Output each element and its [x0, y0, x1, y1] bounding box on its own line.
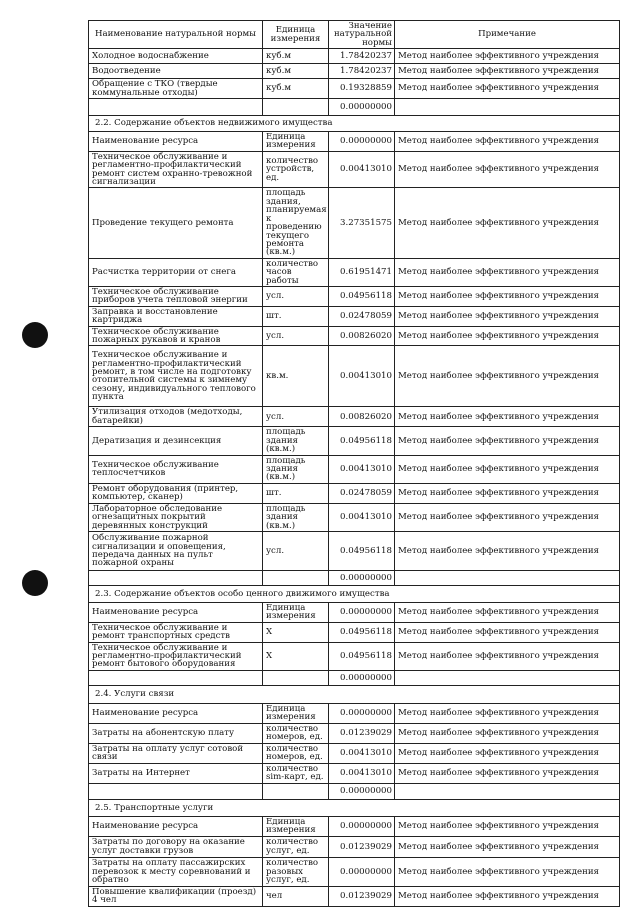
table-row — [89, 783, 620, 799]
note-cell: Метод наиболее эффективного учреждения — [395, 886, 620, 906]
section-title: 2.3. Содержание объектов особо ценного движимого имущества — [89, 586, 620, 603]
note-cell: Метод наиболее эффективного учреждения — [395, 483, 620, 503]
table-row — [89, 503, 620, 531]
unit-cell: площадь здания, планируемая к проведению текущего ремонта (кв.м.) — [263, 188, 329, 258]
column-header-value: Значение натуральной нормы — [329, 21, 395, 49]
value-cell: 0.02478059 — [329, 306, 395, 326]
value-cell: 3.27351575 — [329, 188, 395, 258]
value-cell: 0.00826020 — [329, 407, 395, 427]
note-cell: Метод наиболее эффективного учреждения — [395, 642, 620, 670]
value-cell: 0.01239029 — [329, 723, 395, 743]
value-cell: 0.00826020 — [329, 326, 395, 346]
table-row — [89, 483, 620, 503]
punch-hole-icon — [22, 570, 48, 596]
value-cell: 0.02478059 — [329, 483, 395, 503]
value-cell: 0.00000000 — [329, 857, 395, 886]
unit-cell: количество устройств, ед. — [263, 151, 329, 188]
resource-name: Затраты по договору на оказание услуг доставки грузов — [89, 836, 263, 857]
resource-name: Техническое обслуживание пожарных рукавов и кранов — [89, 326, 263, 346]
table-header-row — [89, 21, 620, 49]
value-cell: 0.00000000 — [329, 132, 395, 152]
note-cell: Метод наиболее эффективного учреждения — [395, 503, 620, 531]
unit-cell: Единица измерения — [263, 703, 329, 723]
resource-name: Наименование ресурса — [89, 603, 263, 623]
value-cell: 0.04956118 — [329, 622, 395, 642]
value-cell: 0.00000000 — [329, 99, 395, 116]
note-cell: Метод наиболее эффективного учреждения — [395, 532, 620, 571]
resource-name: Техническое обслуживание и регламентно-профилактический ремонт, в том числе на подготовку отопительной системы к зимнему сезону, индивидуального теплового пункта — [89, 346, 263, 407]
table-row — [89, 857, 620, 886]
table-row — [89, 571, 620, 586]
resource-name: Техническое обслуживание и регламентно-профилактический ремонт бытового оборудования — [89, 642, 263, 670]
resource-name: Наименование ресурса — [89, 703, 263, 723]
section-title: 2.5. Транспортные услуги — [89, 799, 620, 816]
resource-name: Затраты на оплату услуг сотовой связи — [89, 743, 263, 763]
value-cell: 0.00000000 — [329, 703, 395, 723]
resource-name: Обслуживание пожарной сигнализации и оповещения, передача данных на пульт пожарной охраны — [89, 532, 263, 571]
resource-name: Техническое обслуживание и ремонт транспортных средств — [89, 622, 263, 642]
unit-cell: количество sim-карт, ед. — [263, 763, 329, 783]
unit-cell: Единица измерения — [263, 603, 329, 623]
column-header-name: Наименование натуральной нормы — [89, 21, 263, 49]
unit-cell: кв.м. — [263, 346, 329, 407]
punch-hole-icon — [22, 322, 48, 348]
section-heading-row — [89, 799, 620, 816]
unit-cell: усл. — [263, 286, 329, 306]
resource-name — [89, 783, 263, 799]
value-cell: 0.00000000 — [329, 603, 395, 623]
note-cell: Метод наиболее эффективного учреждения — [395, 326, 620, 346]
value-cell: 0.04956118 — [329, 642, 395, 670]
value-cell: 0.00000000 — [329, 783, 395, 799]
column-header-unit: Единица измерения — [263, 21, 329, 49]
resource-name: Затраты на оплату пассажирских перевозок к месту соревнований и обратно — [89, 857, 263, 886]
value-cell: 0.00413010 — [329, 151, 395, 188]
table-row — [89, 703, 620, 723]
unit-cell: усл. — [263, 532, 329, 571]
unit-cell: площадь здания (кв.м.) — [263, 455, 329, 483]
value-cell: 0.00413010 — [329, 743, 395, 763]
unit-cell: куб.м — [263, 64, 329, 79]
note-cell: Метод наиболее эффективного учреждения — [395, 455, 620, 483]
resource-name: Техническое обслуживание и регламентно-профилактический ремонт систем охранно-тревожной сигнализации — [89, 151, 263, 188]
resource-name: Наименование ресурса — [89, 132, 263, 152]
resource-name: Утилизация отходов (медотходы, батарейки) — [89, 407, 263, 427]
note-cell: Метод наиболее эффективного учреждения — [395, 151, 620, 188]
unit-cell — [263, 670, 329, 685]
note-cell: Метод наиболее эффективного учреждения — [395, 836, 620, 857]
note-cell: Метод наиболее эффективного учреждения — [395, 306, 620, 326]
unit-cell: чел — [263, 886, 329, 906]
value-cell: 0.00000000 — [329, 571, 395, 586]
resource-name: Водоотведение — [89, 64, 263, 79]
value-cell: 0.04956118 — [329, 427, 395, 455]
table-row — [89, 132, 620, 152]
unit-cell: Единица измерения — [263, 132, 329, 152]
note-cell — [395, 99, 620, 116]
unit-cell: Х — [263, 642, 329, 670]
note-cell: Метод наиболее эффективного учреждения — [395, 49, 620, 64]
table-row — [89, 532, 620, 571]
note-cell: Метод наиболее эффективного учреждения — [395, 427, 620, 455]
resource-name: Ремонт оборудования (принтер, компьютер, сканер) — [89, 483, 263, 503]
resource-name: Дератизация и дезинсекция — [89, 427, 263, 455]
value-cell: 0.00413010 — [329, 503, 395, 531]
resource-name — [89, 99, 263, 116]
note-cell: Метод наиболее эффективного учреждения — [395, 346, 620, 407]
note-cell: Метод наиболее эффективного учреждения — [395, 286, 620, 306]
resource-name: Проведение текущего ремонта — [89, 188, 263, 258]
value-cell: 0.04956118 — [329, 532, 395, 571]
table-row — [89, 836, 620, 857]
resource-name: Обращение с ТКО (твердые коммунальные отходы) — [89, 79, 263, 99]
resource-name — [89, 670, 263, 685]
note-cell: Метод наиболее эффективного учреждения — [395, 763, 620, 783]
value-cell: 0.00413010 — [329, 763, 395, 783]
resource-name: Техническое обслуживание теплосчетчиков — [89, 455, 263, 483]
value-cell: 0.04956118 — [329, 286, 395, 306]
section-heading-row — [89, 586, 620, 603]
note-cell: Метод наиболее эффективного учреждения — [395, 79, 620, 99]
table-row — [89, 886, 620, 906]
note-cell — [395, 783, 620, 799]
unit-cell: количество номеров, ед. — [263, 743, 329, 763]
value-cell: 0.61951471 — [329, 258, 395, 286]
unit-cell: площадь здания (кв.м.) — [263, 427, 329, 455]
value-cell: 0.00000000 — [329, 816, 395, 836]
table-row — [89, 286, 620, 306]
resource-name — [89, 571, 263, 586]
resource-name: Расчистка территории от снега — [89, 258, 263, 286]
unit-cell: количество номеров, ед. — [263, 723, 329, 743]
table-row — [89, 622, 620, 642]
note-cell: Метод наиболее эффективного учреждения — [395, 603, 620, 623]
value-cell: 0.19328859 — [329, 79, 395, 99]
unit-cell: количество разовых услуг, ед. — [263, 857, 329, 886]
note-cell: Метод наиболее эффективного учреждения — [395, 723, 620, 743]
note-cell: Метод наиболее эффективного учреждения — [395, 188, 620, 258]
resource-name: Лабораторное обследование огнезащитных покрытий деревянных конструкций — [89, 503, 263, 531]
value-cell: 1.78420237 — [329, 49, 395, 64]
table-row — [89, 603, 620, 623]
table-row — [89, 79, 620, 99]
table-row — [89, 670, 620, 685]
section-heading-row — [89, 685, 620, 703]
section-title: 2.2. Содержание объектов недвижимого имущества — [89, 116, 620, 132]
unit-cell: площадь здания (кв.м.) — [263, 503, 329, 531]
table-row — [89, 188, 620, 258]
table-row — [89, 743, 620, 763]
resource-name: Повышение квалификации (проезд) 4 чел — [89, 886, 263, 906]
value-cell: 0.00413010 — [329, 455, 395, 483]
unit-cell: количество часов работы — [263, 258, 329, 286]
section-heading-row — [89, 116, 620, 132]
resource-name: Затраты на абонентскую плату — [89, 723, 263, 743]
value-cell: 0.01239029 — [329, 836, 395, 857]
unit-cell: усл. — [263, 407, 329, 427]
table-row — [89, 49, 620, 64]
unit-cell: Единица измерения — [263, 816, 329, 836]
resource-name: Наименование ресурса — [89, 816, 263, 836]
unit-cell: Х — [263, 622, 329, 642]
table-row — [89, 99, 620, 116]
note-cell: Метод наиболее эффективного учреждения — [395, 132, 620, 152]
table-row — [89, 151, 620, 188]
table-row — [89, 346, 620, 407]
note-cell: Метод наиболее эффективного учреждения — [395, 64, 620, 79]
note-cell: Метод наиболее эффективного учреждения — [395, 816, 620, 836]
table-row — [89, 816, 620, 836]
note-cell: Метод наиболее эффективного учреждения — [395, 857, 620, 886]
table-row — [89, 642, 620, 670]
unit-cell: шт. — [263, 306, 329, 326]
unit-cell: куб.м — [263, 49, 329, 64]
unit-cell: количество услуг, ед. — [263, 836, 329, 857]
table-row — [89, 427, 620, 455]
resource-name: Затраты на Интернет — [89, 763, 263, 783]
note-cell — [395, 670, 620, 685]
value-cell: 0.00000000 — [329, 670, 395, 685]
unit-cell: куб.м — [263, 79, 329, 99]
note-cell: Метод наиболее эффективного учреждения — [395, 622, 620, 642]
table-row — [89, 64, 620, 79]
resource-name: Заправка и восстановление картриджа — [89, 306, 263, 326]
column-header-note: Примечание — [395, 21, 620, 49]
table-row — [89, 763, 620, 783]
table-row — [89, 455, 620, 483]
resource-name: Техническое обслуживание приборов учета тепловой энергии — [89, 286, 263, 306]
value-cell: 0.01239029 — [329, 886, 395, 906]
note-cell: Метод наиболее эффективного учреждения — [395, 703, 620, 723]
table-row — [89, 326, 620, 346]
value-cell: 1.78420237 — [329, 64, 395, 79]
value-cell: 0.00413010 — [329, 346, 395, 407]
unit-cell — [263, 571, 329, 586]
note-cell: Метод наиболее эффективного учреждения — [395, 258, 620, 286]
table-row — [89, 306, 620, 326]
section-title: 2.4. Услуги связи — [89, 685, 620, 703]
table-row — [89, 407, 620, 427]
unit-cell — [263, 783, 329, 799]
note-cell: Метод наиболее эффективного учреждения — [395, 743, 620, 763]
table-row — [89, 723, 620, 743]
unit-cell — [263, 99, 329, 116]
unit-cell: шт. — [263, 483, 329, 503]
unit-cell: усл. — [263, 326, 329, 346]
note-cell — [395, 571, 620, 586]
resource-name: Холодное водоснабжение — [89, 49, 263, 64]
norms-table — [88, 20, 620, 907]
table-row — [89, 258, 620, 286]
note-cell: Метод наиболее эффективного учреждения — [395, 407, 620, 427]
